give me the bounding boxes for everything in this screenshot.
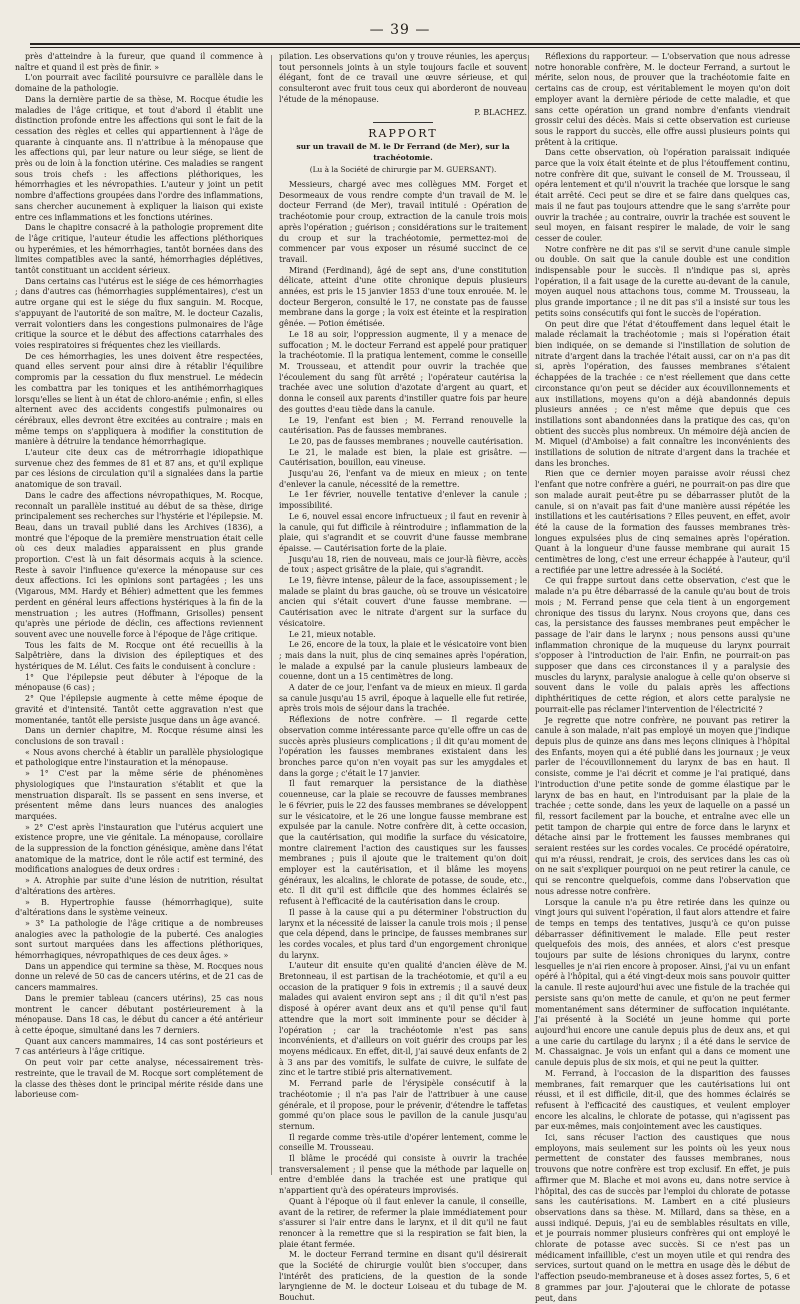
- paragraph: M. Ferrand, à l'occasion de la disparition des fausses membranes, fait remarquer que les cautérisations lui ont réussi, et il est difficile, dit-il, que des hommes éclairés se refusent à l'efficacité des caustiques, et veulent employer encore les alcalins, le chlorate de potasse, qui n'agissent pas par eux-mêmes, mais conjointement avec les caustiques.: [535, 1068, 790, 1132]
- paragraph: Le 20, pas de fausses membranes ; nouvelle cautérisation.: [289, 436, 524, 446]
- column-right: [535, 52, 790, 1303]
- paragraph: L'auteur dit ensuite qu'en qualité d'ancien élève de M. Bretonneau, il est partisan de la trachéotomie, et qu'il a eu occasion de la pratiquer 9 fois in extremis ; il a sauvé deux malades qui avaient environ sept ans ; il dit qu'il n'est pas disposé à opérer avant deux ans et qu'il pense qu'il faut attendre que la mort soit imminente pour se décider à l'opération ; car la trachéotomie n'est pas sans inconvénients, et d'ailleurs on voit guérir des croups par les moyens médicaux. En effet, dit-il, j'ai sauvé deux enfants de 2 à 3 ans par des vomitifs, le sulfate de cuivre, le sulfate de zinc et le tartre stibié pris alternativement.: [279, 961, 527, 1078]
- paragraph: Dans un dernier chapitre, M. Rocque résume ainsi les conclusions de son travail :: [15, 726, 263, 746]
- column-left: [15, 52, 263, 1177]
- paragraph: Ce qui frappe surtout dans cette observation, c'est que le malade n'a pu être débarrassé de la canule qu'au bout de trois mois ; M. Ferrand pense que cela tient à un engorgement chronique des tissus du larynx. Nous croyons que, dans ces cas, la persistance des fausses membranes peut empêcher le passage de l'air dans le larynx ; nous pensons aussi qu'une inflammation chronique de la muqueuse du larynx pourrait s'opposer à l'introduction de l'air. Enfin, ne pourrait-on pas supposer que dans ces circonstances il y a paralysie des muscles du larynx, paralysie analogue à celle qu'on observe si souvent dans le voile du palais après les affections diphthéritiques de cette région, et alors cette paralysie ne pourrait-elle pas réclamer l'intervention de l'électricité ?: [535, 576, 790, 714]
- paragraph: Dans cette observation, où l'opération paraissait indiquée parce que la voix était éteinte et de plus l'étouffement continu, notre confrère dit que, suivant le conseil de M. Trousseau, il opéra lentement et qu'il n'ouvrit la trachée que lorsque le sang était arrêté. Ceci peut se dire et se faire dans quelques cas, mais il ne faut pas toujours attendre que le sang s'arrête pour ouvrir la trachée ; au contraire, ouvrir la trachée est souvent le seul moyen, en faisant respirer le malade, de voir le sang cesser de couler.: [535, 148, 790, 243]
- paragraph: Jusqu'au 26, l'enfant va de mieux en mieux ; on tente d'enlever la canule, nécessité de la remettre.: [279, 469, 527, 489]
- paragraph: Dans le premier tableau (cancers utérins), 25 cas nous montrent le cancer débutant postérieurement à la ménopause. Dans 18 cas, le début du cancer a été antérieur à cette époque, simultané dans les 7 derniers.: [15, 993, 263, 1035]
- paragraph: Dans un appendice qui termine sa thèse, M. Rocques nous donne un relevé de 50 cas de cancers utérins, et de 21 cas de cancers mammaires.: [15, 961, 263, 993]
- section-separator: [373, 122, 433, 123]
- paragraph: » 1° C'est par la même série de phénomènes physiologiques que l'instauration s'établit et que la menstruation disparaît. Ils se passent en sens inverse, et présentent même dans leurs nuances des analogies marquées.: [15, 769, 263, 821]
- column-middle: [279, 52, 527, 1303]
- paragraph: De ces hémorrhagies, les unes doivent être respectées, quand elles servent pour ainsi dire à rétablir l'équilibre compromis par la cessation du flux menstruel. Le médecin les combattra par les toniques et les antihémorrhagiques lorsqu'elles se lient à un état de chloro-anémie ; enfin, si elles alternent avec des accidents congestifs pulmonaires ou cérébraux, elles devront être excitées au contraire ; mais en même temps on s'appliquera à modifier la constitution de manière à détruire la tendance hémorrhagique.: [15, 351, 263, 447]
- paragraph: On peut voir par cette analyse, nécessairement très-restreinte, que le travail de M. Rocque sort complétement de la classe des thèses dont le principal mérite réside dans une laborieuse com-: [15, 1058, 263, 1100]
- paragraph: » 2° C'est après l'instauration que l'utérus acquiert une existence propre, une vie génitale. La ménopause, corollaire de la suppression de la fonction génésique, amène dans l'état anatomique de la matrice, dont le rôle actif est terminé, des modifications analogues de deux ordres :: [15, 822, 263, 875]
- paragraph: Il passe à la cause qui a pu déterminer l'obstruction du larynx et la nécessité de laisser la canule trois mois ; il pense que cela dépend, dans le principe, de fausses membranes sur les cordes vocales, et plus tard d'un engorgement chronique du larynx.: [279, 907, 527, 960]
- paragraph: » 3° La pathologie de l'âge critique a de nombreuses analogies avec la pathologie de la puberté. Ces analogies sont surtout marquées dans les affections pléthoriques, hémorrhagiques, névropathiques de ces deux âges. »: [15, 918, 263, 961]
- paragraph: Le 19, fièvre intense, pâleur de la face, assoupissement ; le malade se plaint du bras gauche, où se trouve un vésicatoire ancien qui s'était couvert d'une fausse membrane. — Cautérisation avec le nitrate d'argent sur la surface du vésicatoire.: [279, 576, 527, 628]
- paragraph: On peut dire que l'état d'étouffement dans lequel était le malade réclamait la trachéotomie ; mais si l'opération était bien indiquée, on se demande si l'instillation de solution de nitrate d'argent dans la trachée l'était aussi, car on n'a pas dit si, après l'opération, des fausses membranes s'étaient échappées de la trachée : ce n'est réellement que dans cette circonstance qu'on peut se décider aux écouvillonnements et aux instillations, moyens qu'on a déjà abandonnés depuis plusieurs années ; ce n'est même que depuis que ces instillations sont abandonnées dans la pratique des cas, qu'on obtient des succès plus nombreux. Un mémoire déjà ancien de M. Miquel (d'Amboise) a fait connaître les inconvénients des instillations de solution de nitrate d'argent dans la trachée et dans les bronches.: [535, 319, 790, 468]
- paragraph: Dans la dernière partie de sa thèse, M. Rocque étudie les maladies de l'âge critique, et tout d'abord il établit une distinction profonde entre les affections qui sont le fait de la cessation des règles et celles qui appartiennent à l'âge de quarante à cinquante ans. Il n'attribue à la ménopause que les affections qui, par leur nature ou leur siége, se lient de près ou de loin à la fonction utérine. Ces maladies se rangent sous trois chefs : les affections pléthoriques, les hémorrhagies et les névropathies. L'auteur y joint un petit nombre d'affections groupées dans l'ordre des inflammations, sans chercher aucunement à expliquer la liaison qui existe entre ces inflammations et les fonctions utérines.: [15, 94, 263, 222]
- paragraph: Le 26, encore de la toux, la plaie et le vésicatoire vont bien ; mais dans la nuit, plus de cinq semaines après l'opération, le malade a expulsé par la canule plusieurs lambeaux de couenne, dont un a 15 centimètres de long.: [279, 640, 527, 682]
- paragraph: Le 18 au soir, l'oppression augmente, il y a menace de suffocation ; M. le docteur Ferrand est appelé pour pratiquer la trachéotomie. Il la pratiqua lentement, comme le conseille M. Trousseau, et attendit pour ouvrir la trachée que l'écoulement du sang fût arrêté ; l'opérateur cautérisa la trachée avec une solution d'azotate d'argent au quart, et donna le conseil aux parents d'instiller quatre fois par heure des gouttes d'eau tiède dans la canule.: [279, 329, 527, 414]
- paragraph: 2° Que l'épilepsie augmente à cette même époque de gravité et d'intensité. Tantôt cette aggravation n'est que momentanée, tantôt elle persiste jusque dans un âge avancé.: [15, 694, 263, 725]
- paragraph: Le 6, nouvel essai encore infructueux ; il faut en revenir à la canule, qui fut difficile à réintroduire ; inflammation de la plaie, qui s'agrandit et se couvrit d'une fausse membrane épaisse. — Cautérisation forte de la plaie.: [279, 511, 527, 553]
- paragraph: Je regrette que notre confrère, ne pouvant pas retirer la canule à son malade, n'ait pas employé un moyen que j'indique depuis plus de quinze ans dans mes leçons cliniques à l'hôpital des Enfants, moyen qui a été publié dans les journaux ; je veux parler de l'écouvillonnement du larynx de bas en haut. Il consiste, comme je l'ai décrit et comme je l'ai pratiqué, dans l'introduction d'une petite sonde de gomme élastique par le larynx de bas en haut, en l'introduisant par la plaie de la trachée ; cette sonde, dans les yeux de laquelle on a passé un fil, ressort facilement par la bouche, et entraîne avec elle un petit tampon de charpie qui entre de force dans le larynx et détache ainsi par le frottement les fausses membranes qui seraient restées sur les cordes vocales. Ce procédé opératoire, qui m'a réussi, rendrait, je crois, des services dans les cas où on ne sait s'expliquer pourquoi on ne peut retirer la canule, ce qui se rencontre quelquefois, comme dans l'observation que nous adresse notre confrère.: [535, 715, 790, 896]
- paragraph: Lorsque la canule n'a pu être retirée dans les quinze ou vingt jours qui suivent l'opération, il faut alors attendre et faire de temps en temps des tentatives, jusqu'à ce qu'on puisse débarrasser définitivement le malade. Elle peut rester quelquefois des mois, des années, et alors c'est presque toujours par suite de lésions chroniques du larynx, contre lesquelles je n'ai rien encore à proposer. Ainsi, j'ai vu un enfant opéré à l'hôpital, qui a été vingt-deux mois sans pouvoir quitter la canule. Il reste aujourd'hui avec une fistule de la trachée qui persiste sans qu'on mette de canule, et qu'on ne peut fermer momentanément sans déterminer de suffocation inquiétante. J'ai présenté à la Société un jeune homme qui porte aujourd'hui encore une canule depuis plus de deux ans, et qui a une carie du cartilage du larynx ; il a été dans le service de M. Chassaignac. Je vois un enfant qui a dans ce moment une canule depuis plus de six mois, et qui ne peut la quitter.: [535, 897, 790, 1068]
- column-divider-right: [528, 55, 529, 1175]
- paragraph: Dans le cadre des affections névropathiques, M. Rocque, reconnaît un parallèle institué au début de sa thèse, dirige principalement ses recherches sur l'hystérie et l'épilepsie. M. Beau, dans un travail publié dans les Archives (1836), a montré que l'époque de la première menstruation était celle où ces deux maladies apparaissent en plus grande proportion. C'est là un fait désormais acquis à la science. Reste à savoir l'influence qu'exerce la ménopause sur ces deux affections. Ici les opinions sont partagées ; les uns (Vigarous, MM. Hardy et Béhier) admettent que les femmes perdent en général leurs affections hystériques à la fin de la menstruation ; les autres (Hoffmann, Grisolles) pensent qu'après une période de déclin, ces affections reviennent souvent avec une nouvelle force à l'époque de l'âge critique.: [15, 490, 263, 639]
- paragraph: Quant aux cancers mammaires, 14 cas sont postérieurs et 7 cas antérieurs à l'âge critique.: [15, 1036, 263, 1057]
- paragraph: L'on pourrait avec facilité poursuivre ce parallèle dans le domaine de la pathologie.: [15, 73, 263, 94]
- paragraph: Le 21, le malade est bien, la plaie est grisâtre. — Cautérisation, bouillon, eau vineuse.: [279, 447, 527, 468]
- rapport-title: RAPPORT: [368, 127, 438, 141]
- paragraph: M. Ferrand parle de l'érysipèle consécutif à la trachéotomie ; il n'a pas l'air de l'attribuer à une cause générale, et il propose, pour le prévenir, d'étendre le taffetas gommé qu'on place sous le pavillon de la canule jusqu'au sternum.: [279, 1079, 527, 1131]
- paragraph: Mirand (Ferdinand), âgé de sept ans, d'une constitution délicate, atteint d'une otite chronique depuis plusieurs années, est pris le 15 janvier 1853 d'une toux enrouée. M. le docteur Bergeron, consulté le 17, ne constate pas de fausse membrane dans la gorge ; la voix est éteinte et la respiration gênée. — Potion émétisée.: [279, 265, 527, 329]
- paragraph: Notre confrère ne dit pas s'il se servit d'une canule simple ou double. On sait que la canule double est une condition indispensable pour le succès. Il n'indique pas si, après l'opération, il a fait usage de la curette au-devant de la canule, moyen auquel nous attachons tous, comme M. Trousseau, la plus grande importance ; il ne dit pas s'il a insisté sur tous les petits soins consécutifs qui font le succès de l'opération.: [535, 244, 790, 318]
- paragraph: M. le docteur Ferrand termine en disant qu'il désirerait que la Société de chirurgie voulût bien s'occuper, dans l'intérêt des praticiens, de la question de la sonde laryngienne de M. le docteur Loiseau et du tubage de M. Bouchut.: [279, 1250, 527, 1303]
- paragraph: Le 1er février, nouvelle tentative d'enlever la canule ; impossibilité.: [279, 490, 527, 511]
- paragraph: Il regarde comme très-utile d'opérer lentement, comme le conseille M. Trousseau.: [279, 1132, 527, 1153]
- paragraph: Dans le chapitre consacré à la pathologie proprement dite de l'âge critique, l'auteur étudie les affections pléthoriques ou hyperémies, et les hémorrhagies, tantôt bornées dans des limites compatibles avec la santé, hémorrhagies déplétives, tantôt constituant un accident sérieux.: [15, 223, 263, 276]
- column-divider-left: [271, 55, 272, 1175]
- intro-paragraph: pilation. Les observations qu'on y trouve réunies, les aperçus tout personnels joints à un style toujours facile et souvent élégant, font de ce travail une œuvre sérieuse, et qui consulteront avec fruit tous ceux qui aborderont de nouveau l'étude de la ménopause.: [279, 52, 527, 104]
- paragraph: Rien que ce dernier moyen paraisse avoir réussi chez l'enfant que notre confrère a guéri, ne pourrait-on pas dire que son malade aurait peut-être pu se débarrasser plutôt de la canule, si on n'avait pas fait d'une manière aussi répétée les instillations et les cautérisations ? Elles peuvent, en effet, avoir été la cause de la formation des fausses membranes très-longues expulsées plus de cinq semaines après l'opération. Quant à la longueur d'une fausse membrane qui aurait 15 centimètres de long, c'est une erreur échappée à l'auteur, qu'il a rectifiée par une lettre adressée à la Société.: [535, 469, 790, 575]
- paragraph: Jusqu'au 18, rien de nouveau, mais ce jour-là fièvre, accès de toux ; aspect grisâtre de la plaie, qui s'agrandit.: [279, 554, 527, 575]
- rapport-reading-note: (Lu à la Société de chirurgie par M. GUERSANT).: [309, 165, 497, 175]
- paragraph: Tous les faits de M. Rocque ont été recueillis à la Salpêtrière, dans la division des épileptiques et des hystériques de M. Lélut. Ces faits le conduisent à conclure :: [15, 640, 263, 672]
- paragraph: Messieurs, chargé avec mes collègues MM. Forget et Desormeaux de vous rendre compte d'un travail de M. le docteur Ferrand (de Mer), travail intitulé : Opération de trachéotomie pour croup, extraction de la canule trois mois après l'opération ; guérison ; considérations sur le traitement du croup et sur la trachéotomie, permettez-moi de commencer par vous exposer un résumé succinct de ce travail.: [279, 180, 527, 264]
- paragraph: Le 19, l'enfant est bien ; M. Ferrand renouvelle la cautérisation. Pas de fausses membranes.: [279, 415, 527, 436]
- paragraph: Dans certains cas l'utérus est le siége de ces hémorrhagies ; dans d'autres cas (hémorrhagies supplémentaires), c'est un autre organe qui est le siége du flux sanguin. M. Rocque, s'appuyant de l'autorité de son maître, M. le docteur Cazalis, verrait volontiers dans les congestions pulmonaires de l'âge critique la source et le début des affections catarrhales des voies respiratoires si fréquentes chez les vieillards.: [15, 276, 263, 350]
- paragraph: Ici, sans récuser l'action des caustiques que nous employons, mais seulement sur les points où les yeux nous permettent de constater des fausses membranes, nous trouvons que notre confrère est trop exclusif. En effet, je puis affirmer que M. Blache et moi avons eu, dans notre service à l'hôpital, des cas de succès par l'emploi du chlorate de potasse sans les cautérisations. M. Lambert en a cité plusieurs observations dans sa thèse. M. Millard, dans sa thèse, en a aussi indiqué. Depuis, j'ai eu de semblables résultats en ville, et je pourrais nommer plusieurs confrères qui ont employé le chlorate de potasse avec succès. Si ce n'est pas un médicament infaillible, c'est un moyen utile et qui rendra des services, surtout quand on le mettra en usage dès le début de l'affection pseudo-membraneuse et à doses assez fortes, 5, 6 et 8 grammes par jour. J'ajouterai que le chlorate de potasse peut, dans: [535, 1133, 790, 1303]
- paragraph: Il faut remarquer la persistance de la diathèse couenneuse, car la plaie se recouvre de fausses membranes le 6 février, puis le 22 des fausses membranes se développent sur le vésicatoire, et le 26 une longue fausse membrane est expulsée par la canule. Notre confrère dit, à cette occasion, que la cautérisation, qui modifie la surface du vésicatoire, montre clairement l'action des caustiques sur les fausses membranes ; puis il ajoute que le traitement qu'on doit employer est la cautérisation, et il blâme les moyens généraux, les alcalins, le chlorate de potasse, de soude, etc., etc. Il dit qu'il est difficile que des hommes éclairés se refusent à l'efficacité de la cautérisation dans le croup.: [279, 779, 527, 907]
- paragraph: 1° Que l'épilepsie peut débuter à l'époque de la ménopause (6 cas) ;: [15, 672, 263, 693]
- header-rule-thin: [30, 47, 800, 48]
- paragraph: « Nous avons cherché à établir un parallèle physiologique et pathologique entre l'instauration et la ménopause.: [15, 747, 263, 768]
- rapport-body: [279, 180, 527, 1304]
- signature: P. BLACHEZ.: [474, 107, 527, 117]
- paragraph: Le 21, mieux notable.: [289, 629, 376, 639]
- paragraph: Il blâme le procédé qui consiste à ouvrir la trachée transversalement ; il pense que la méthode par laquelle on entre d'emblée dans la trachée est une pratique qui n'appartient qu'à des opérateurs improvisés.: [279, 1154, 527, 1196]
- paragraph: Réflexions de notre confrère. — Il regarde cette observation comme intéressante parce qu'elle offre un cas de succès après plusieurs complications ; il dit qu'au moment de l'opération les fausses membranes existaient dans les bronches parce qu'on n'en voyait pas sur les amygdales et dans la gorge ; c'était le 17 janvier.: [279, 715, 527, 778]
- paragraph: Quant à l'époque où il faut enlever la canule, il conseille, avant de la retirer, de refermer la plaie immédiatement pour s'assurer si l'air entre dans le larynx, et il dit qu'il ne faut renoncer à la remettre que si la respiration se fait bien, la plaie étant fermée.: [279, 1196, 527, 1249]
- page-number: — 39 —: [369, 22, 431, 38]
- paragraph: » B. Hypertrophie fausse (hémorrhagique), suite d'altérations dans le système veineux.: [15, 897, 263, 918]
- paragraph: » A. Atrophie par suite d'une lésion de nutrition, résultat d'altérations des artères.: [15, 876, 263, 896]
- paragraph: A dater de ce jour, l'enfant va de mieux en mieux. Il garda sa canule jusqu'au 15 avril, époque à laquelle elle fut retirée, après trois mois de séjour dans la trachée.: [279, 683, 527, 714]
- paragraph: Réflexions du rapporteur. — L'observation que nous adresse notre honorable confrère, M. le docteur Ferrand, a surtout le mérite, selon nous, de prouver que la trachéotomie faite en certains cas de croup, est véritablement le moyen qu'on doit employer avant la dernière période de cette maladie, et que sans cette opération un grand nombre d'enfants viendrait grossir celui des décès. Mais si cette observation est curieuse sous le rapport du succès, elle offre aussi plusieurs points qui prêtent à la critique.: [535, 52, 790, 147]
- header-rule: [30, 43, 800, 45]
- paragraph: près d'atteindre à la fureur, que quand il commence à naître et quand il est près de finir. »: [15, 52, 263, 72]
- rapport-subtitle: sur un travail de M. le Dr Ferrand (de Mer), sur la trachéotomie.: [296, 141, 510, 162]
- paragraph: L'auteur cite deux cas de métrorrhagie idiopathique survenue chez des femmes de 81 et 87 ans, et qu'il explique par ces lésions de circulation qu'il a signalées dans la partie anatomique de son travail.: [15, 448, 263, 490]
